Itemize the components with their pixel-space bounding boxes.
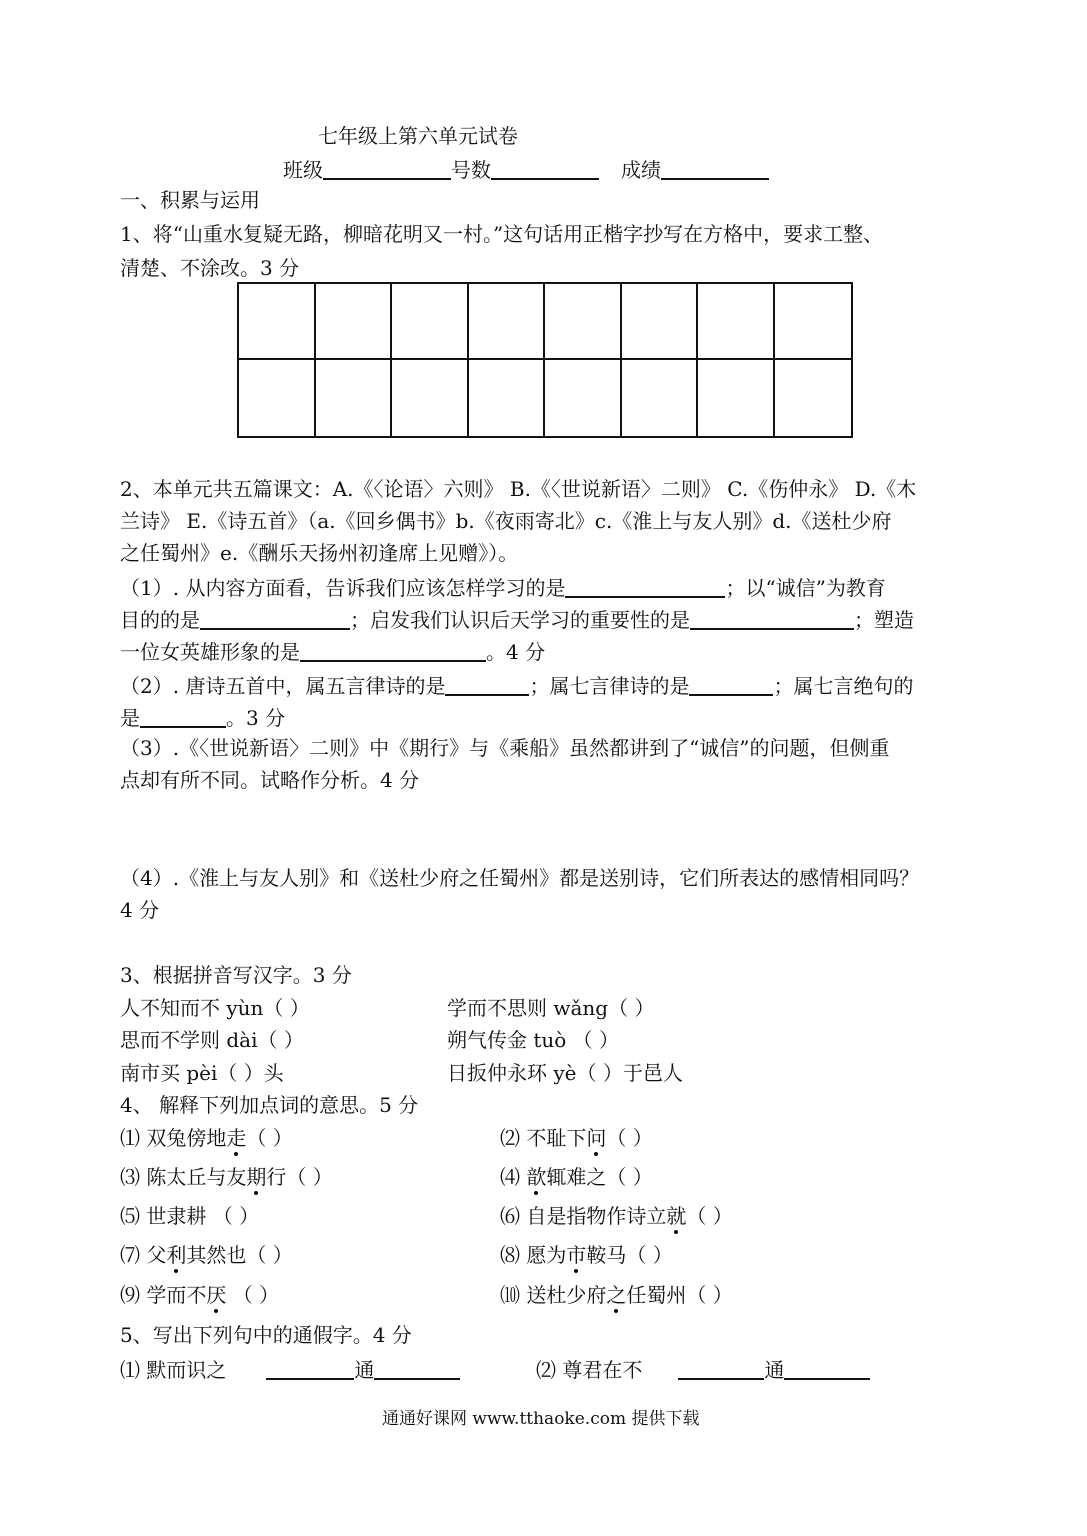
answer-blank[interactable] (300, 640, 486, 662)
score-label: 成绩 (621, 158, 661, 182)
q5-sentence-a: ⑴ 默而识之 (120, 1358, 227, 1382)
q1-line1: 1、将“山重水复疑无路，柳暗花明又一村。”这句话用正楷字抄写在方格中，要求工整、 (120, 222, 884, 246)
q2-sub4-line2: 4 分 (120, 898, 160, 922)
q2-sub1-line1 (120, 576, 886, 598)
page-footer: 通通好课网 www.tthaoke.com 提供下载 (382, 1409, 700, 1429)
number-blank[interactable] (491, 158, 599, 180)
q2-s1-text-g: 。4 分 (486, 640, 546, 664)
grid-cell[interactable] (469, 284, 546, 360)
grid-cell[interactable] (698, 284, 775, 360)
section-heading: 一、积累与运用 (120, 188, 260, 212)
q3-row3-left: 南市买 pèi（ ）头 (120, 1061, 284, 1085)
answer-blank[interactable] (266, 1358, 354, 1380)
q4-item: ⑵ 不耻下问（ ） (500, 1126, 653, 1150)
grid-cell[interactable] (622, 284, 699, 360)
grid-cell[interactable] (239, 284, 316, 360)
q4-item: ⑴ 双兔傍地走（ ） (120, 1126, 293, 1150)
q5-heading: 5、写出下列句中的通假字。4 分 (120, 1323, 412, 1347)
q5-sentence-b: ⑵ 尊君在不 (536, 1358, 643, 1382)
grid-cell[interactable] (775, 284, 852, 360)
grid-cell[interactable] (775, 360, 852, 436)
q2-s1-text-e: ；塑造 (854, 608, 914, 632)
q4-item: ⑹ 自是指物作诗立就（ ） (500, 1204, 733, 1228)
q4-heading: 4、 解释下列加点词的意思。5 分 (120, 1093, 419, 1117)
q4-item: ⑶ 陈太丘与友期行（ ） (120, 1165, 333, 1189)
q2-s2-text-e: 。3 分 (226, 706, 286, 730)
q2-sub1-line2 (120, 608, 914, 630)
q4-item: ⑸ 世隶耕 （ ） (120, 1204, 260, 1228)
q2-sub3-line2: 点却有所不同。试略作分析。4 分 (120, 768, 420, 792)
q2-s2-text-c: ；属七言绝句的 (773, 674, 914, 698)
grid-cell[interactable] (469, 360, 546, 436)
q2-s2-text-d: 是 (120, 706, 140, 730)
q2-sub1-line3 (120, 640, 545, 662)
q4-item: ⑷ 歆辄难之（ ） (500, 1165, 653, 1189)
q4-item: ⑽ 送杜少府之任蜀州（ ） (500, 1283, 733, 1307)
q2-s1-text-c: 目的的是 (120, 608, 200, 632)
answer-blank[interactable] (565, 576, 725, 598)
q5-item-b (536, 1358, 870, 1380)
dotted-word: 厌 (206, 1283, 227, 1307)
answer-blank[interactable] (678, 1358, 764, 1380)
dotted-word: 市 (566, 1243, 587, 1267)
page-title: 七年级上第六单元试卷 (318, 124, 518, 148)
grid-cell[interactable] (698, 360, 775, 436)
student-info-row (283, 158, 769, 180)
q3-row1-right: 学而不思则 wǎng（ ） (447, 996, 655, 1020)
grid-cell[interactable] (622, 360, 699, 436)
score-blank[interactable] (661, 158, 769, 180)
dotted-word: 利 (166, 1243, 187, 1267)
q3-row2-left: 思而不学则 dài（ ） (120, 1028, 304, 1052)
q1-line2: 清楚、不涂改。3 分 (120, 256, 300, 280)
grid-cell[interactable] (545, 284, 622, 360)
q2-sub2-line2 (120, 706, 285, 728)
q2-line3: 之任蜀州》e.《酬乐天扬州初逢席上见赠》）。 (120, 541, 519, 565)
q5-tong-b: 通 (764, 1358, 785, 1382)
q2-s2-text-a: （2）. 唐诗五首中，属五言律诗的是 (120, 674, 446, 698)
q4-item: ⑺ 父利其然也（ ） (120, 1243, 293, 1267)
q2-line2: 兰诗》 E.《诗五首》（a.《回乡偶书》b.《夜雨寄北》c.《淮上与友人别》d.《送杜少府 (120, 509, 892, 533)
answer-blank[interactable] (690, 608, 854, 630)
q3-row2-right: 朔气传金 tuò （ ） (447, 1028, 620, 1052)
dotted-word: 之 (606, 1283, 627, 1307)
q5-tong-a: 通 (354, 1358, 375, 1382)
q2-s1-text-f: 一位女英雄形象的是 (120, 640, 300, 664)
q2-s1-text-b: ；以“诚信”为教育 (725, 576, 886, 600)
answer-blank[interactable] (689, 674, 773, 696)
grid-cell[interactable] (392, 360, 469, 436)
grid-cell[interactable] (316, 360, 393, 436)
grid-cell[interactable] (316, 284, 393, 360)
dotted-word: 问 (586, 1126, 607, 1150)
q4-item: ⑻ 愿为市鞍马（ ） (500, 1243, 673, 1267)
writing-grid[interactable] (237, 282, 853, 438)
dotted-word: 期 (246, 1165, 267, 1189)
q5-item-a (120, 1358, 460, 1380)
q2-line1: 2、本单元共五篇课文：A.《〈论语〉六则》 B.《〈世说新语〉二则》 C.《伤仲永》 D.《木 (120, 477, 917, 501)
q2-s2-text-b: ；属七言律诗的是 (529, 674, 690, 698)
grid-cell[interactable] (545, 360, 622, 436)
q2-sub2-line1 (120, 674, 913, 696)
number-label: 号数 (451, 158, 491, 182)
answer-blank[interactable] (445, 674, 529, 696)
answer-blank[interactable] (200, 608, 350, 630)
q2-s1-text-a: （1）. 从内容方面看，告诉我们应该怎样学习的是 (120, 576, 566, 600)
q4-item: ⑼ 学而不厌 （ ） (120, 1283, 280, 1307)
q3-row1-left: 人不知而不 yùn（ ） (120, 996, 310, 1020)
q2-s1-text-d: ；启发我们认识后天学习的重要性的是 (350, 608, 690, 632)
q3-heading: 3、根据拼音写汉字。3 分 (120, 963, 352, 987)
class-blank[interactable] (323, 158, 451, 180)
dotted-word: 就 (666, 1204, 687, 1228)
q3-row3-right: 日扳仲永环 yè（ ）于邑人 (447, 1061, 683, 1085)
answer-blank[interactable] (784, 1358, 870, 1380)
q2-sub3-line1: （3）.《〈世说新语〉二则》中《期行》与《乘船》虽然都讲到了“诚信”的问题，但侧重 (120, 736, 890, 760)
grid-cell[interactable] (239, 360, 316, 436)
q2-sub4-line1: （4）.《淮上与友人别》和《送杜少府之任蜀州》都是送别诗，它们所表达的感情相同吗？ (120, 866, 920, 890)
class-label: 班级 (283, 158, 323, 182)
answer-blank[interactable] (140, 706, 226, 728)
grid-cell[interactable] (392, 284, 469, 360)
dotted-word: 走 (226, 1126, 247, 1150)
answer-blank[interactable] (374, 1358, 460, 1380)
dotted-word: 歆 (526, 1165, 547, 1189)
